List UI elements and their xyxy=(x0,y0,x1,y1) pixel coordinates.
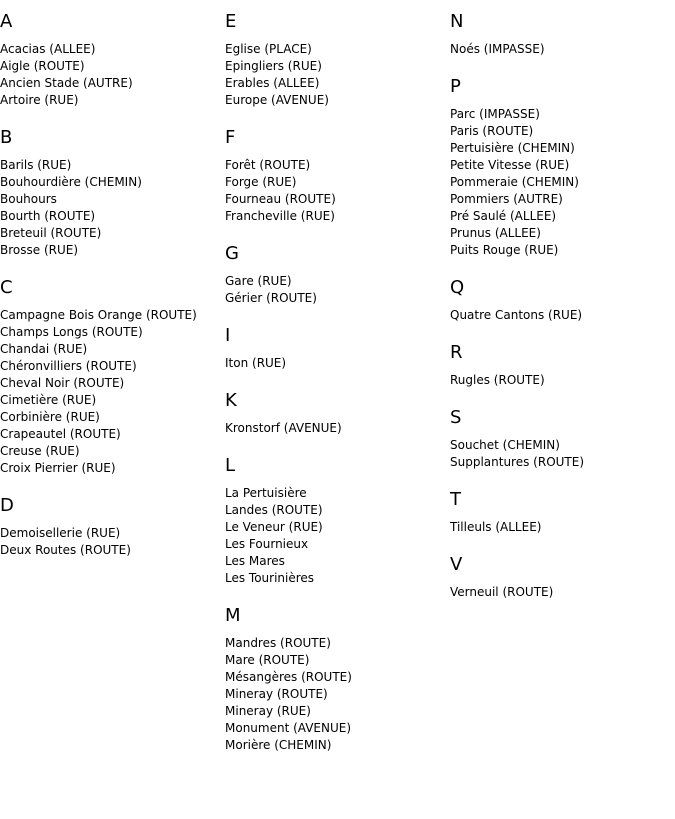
letter-group xyxy=(225,390,450,437)
street-item: Bourth (ROUTE) xyxy=(0,209,96,223)
letter-heading: N xyxy=(450,11,464,32)
street-item: Campagne Bois Orange (ROUTE) xyxy=(0,308,197,322)
letter-heading: F xyxy=(225,127,236,148)
letter-group xyxy=(450,342,675,389)
letter-group xyxy=(0,495,225,559)
letter-group xyxy=(450,407,675,471)
street-list xyxy=(0,157,225,259)
street-item: Mésangères (ROUTE) xyxy=(225,670,352,684)
letter-group xyxy=(450,554,675,601)
street-list xyxy=(225,273,450,307)
street-item: Les Mares xyxy=(225,554,285,568)
street-item: Tilleuls (ALLEE) xyxy=(450,520,542,534)
street-item: Verneuil (ROUTE) xyxy=(450,585,554,599)
street-item: Supplantures (ROUTE) xyxy=(450,455,585,469)
street-item: Champs Longs (ROUTE) xyxy=(0,325,143,339)
street-item: Iton (RUE) xyxy=(225,356,287,370)
street-item: Paris (ROUTE) xyxy=(450,124,534,138)
street-item: Les Tourinières xyxy=(225,571,315,585)
street-list xyxy=(225,157,450,225)
street-item: Mandres (ROUTE) xyxy=(225,636,331,650)
letter-heading: M xyxy=(225,605,241,626)
street-item: Parc (IMPASSE) xyxy=(450,107,540,121)
street-list xyxy=(0,525,225,559)
street-item: Crapeautel (ROUTE) xyxy=(0,427,121,441)
street-item: Rugles (ROUTE) xyxy=(450,373,545,387)
street-item: Noés (IMPASSE) xyxy=(450,42,545,56)
street-item: Gérier (ROUTE) xyxy=(225,291,317,305)
letter-heading: E xyxy=(225,11,237,32)
letter-group xyxy=(0,277,225,477)
street-item: Kronstorf (AVENUE) xyxy=(225,421,342,435)
street-item: Breteuil (ROUTE) xyxy=(0,226,102,240)
letter-group xyxy=(0,11,225,109)
street-item: Forge (RUE) xyxy=(225,175,297,189)
street-item: Souchet (CHEMIN) xyxy=(450,438,560,452)
street-item: Demoisellerie (RUE) xyxy=(0,526,121,540)
street-list xyxy=(0,41,225,109)
letter-heading: V xyxy=(450,554,463,575)
street-item: Monument (AVENUE) xyxy=(225,721,352,735)
street-item: Brosse (RUE) xyxy=(0,243,79,257)
street-item: Aigle (ROUTE) xyxy=(0,59,85,73)
street-item: Bouhours xyxy=(0,192,57,206)
street-item: Bouhourdière (CHEMIN) xyxy=(0,175,142,189)
street-item: Puits Rouge (RUE) xyxy=(450,243,559,257)
index-column xyxy=(450,0,675,601)
letter-heading: I xyxy=(225,325,231,346)
letter-group xyxy=(450,76,675,259)
street-item: Cimetière (RUE) xyxy=(0,393,97,407)
street-item: Deux Routes (ROUTE) xyxy=(0,543,131,557)
street-list xyxy=(225,635,450,754)
letter-heading: T xyxy=(450,489,461,510)
letter-group xyxy=(225,243,450,307)
street-item: Erables (ALLEE) xyxy=(225,76,320,90)
street-list xyxy=(450,584,675,601)
street-item: Francheville (RUE) xyxy=(225,209,335,223)
letter-group xyxy=(450,11,675,58)
letter-heading: B xyxy=(0,127,13,148)
street-list xyxy=(450,519,675,536)
letter-heading: Q xyxy=(450,277,465,298)
street-item: Mineray (ROUTE) xyxy=(225,687,328,701)
street-item: Pertuisière (CHEMIN) xyxy=(450,141,575,155)
letter-group xyxy=(225,325,450,372)
street-item: Pré Saulé (ALLEE) xyxy=(450,209,557,223)
street-item: Croix Pierrier (RUE) xyxy=(0,461,116,475)
street-item: Barils (RUE) xyxy=(0,158,72,172)
letter-heading: L xyxy=(225,455,236,476)
street-item: Pommeraie (CHEMIN) xyxy=(450,175,579,189)
letter-group xyxy=(225,11,450,109)
letter-group xyxy=(225,605,450,754)
street-item: Creuse (RUE) xyxy=(0,444,80,458)
street-item: Europe (AVENUE) xyxy=(225,93,329,107)
street-list xyxy=(450,372,675,389)
letter-heading: A xyxy=(0,11,13,32)
street-item: Ancien Stade (AUTRE) xyxy=(0,76,133,90)
street-item: Chandai (RUE) xyxy=(0,342,88,356)
letter-heading: K xyxy=(225,390,237,411)
index-column xyxy=(0,0,225,559)
letter-heading: R xyxy=(450,342,463,363)
street-item: Pommiers (AUTRE) xyxy=(450,192,563,206)
street-item: Forêt (ROUTE) xyxy=(225,158,311,172)
street-list xyxy=(225,41,450,109)
street-list xyxy=(450,437,675,471)
street-item: Cheval Noir (ROUTE) xyxy=(0,376,125,390)
street-item: Gare (RUE) xyxy=(225,274,292,288)
street-item: Acacias (ALLEE) xyxy=(0,42,96,56)
letter-group xyxy=(0,127,225,259)
street-item: Eglise (PLACE) xyxy=(225,42,312,56)
letter-heading: D xyxy=(0,495,14,516)
street-item: Mare (ROUTE) xyxy=(225,653,310,667)
street-item: Corbinière (RUE) xyxy=(0,410,100,424)
street-list xyxy=(0,307,225,477)
street-item: Le Veneur (RUE) xyxy=(225,520,323,534)
street-list xyxy=(225,485,450,587)
street-list xyxy=(450,106,675,259)
street-item: La Pertuisière xyxy=(225,486,307,500)
letter-group xyxy=(225,127,450,225)
letter-heading: G xyxy=(225,243,239,264)
street-item: Fourneau (ROUTE) xyxy=(225,192,336,206)
street-item: Mineray (RUE) xyxy=(225,704,311,718)
letter-group xyxy=(225,455,450,587)
letter-heading: P xyxy=(450,76,461,97)
street-list xyxy=(450,41,675,58)
street-item: Quatre Cantons (RUE) xyxy=(450,308,583,322)
index-column xyxy=(225,0,450,754)
letter-heading: C xyxy=(0,277,13,298)
street-item: Artoire (RUE) xyxy=(0,93,79,107)
street-list xyxy=(450,307,675,324)
letter-heading: S xyxy=(450,407,462,428)
street-item: Les Fournieux xyxy=(225,537,309,551)
street-item: Morière (CHEMIN) xyxy=(225,738,332,752)
street-item: Landes (ROUTE) xyxy=(225,503,323,517)
street-list xyxy=(225,420,450,437)
street-item: Petite Vitesse (RUE) xyxy=(450,158,570,172)
street-item: Epingliers (RUE) xyxy=(225,59,322,73)
letter-group xyxy=(450,277,675,324)
street-item: Chéronvilliers (ROUTE) xyxy=(0,359,137,373)
street-list xyxy=(225,355,450,372)
street-item: Prunus (ALLEE) xyxy=(450,226,541,240)
letter-group xyxy=(450,489,675,536)
